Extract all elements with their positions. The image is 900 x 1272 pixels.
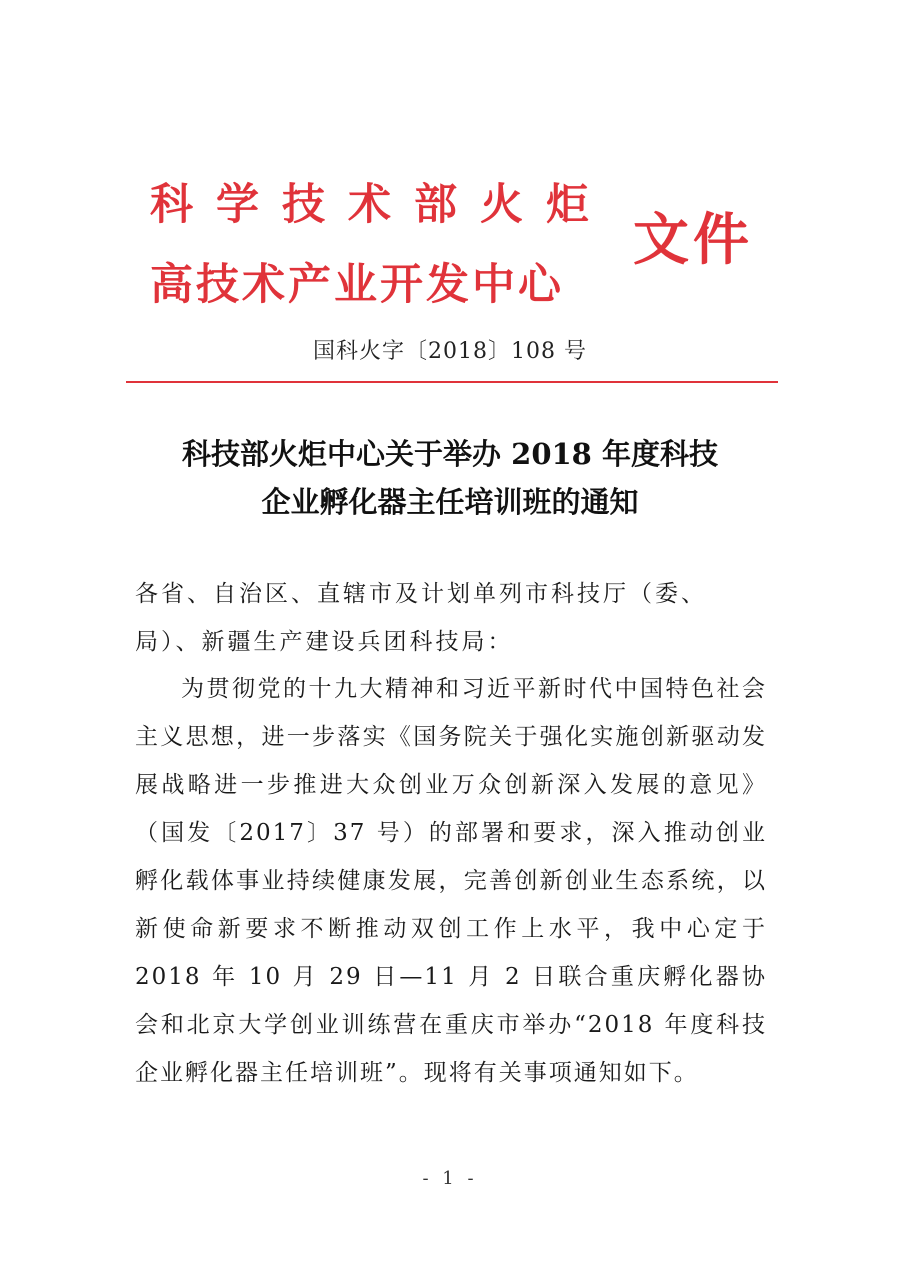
red-divider-line (126, 381, 778, 383)
issuer-name (150, 165, 612, 325)
notice-title (110, 430, 790, 526)
body-paragraph: 为贯彻党的十九大精神和习近平新时代中国特色社会主义思想，进一步落实《国务院关于强化实施创新驱动发展战略进一步推进大众创业万众创新深入发展的意见》（国发〔2017〕37 号）的部署和要求，深入推动创业孵化载体事业持续健康发展，完善创新创业生态系统，以新使命新要求不断推动双创工作上水平，我中心定于 2018 年 10 月 29 日—11 月 2 日联合重庆孵化器协会和北京大学创业训练营在重庆市举办“2018 年度科技企业孵化器主任培训班”。现将有关事项通知如下。 (135, 676, 767, 1086)
issuer-line-2: 高技术产业开发中心 (150, 260, 564, 310)
issuer-line-1: 科学技术部火炬 (150, 180, 612, 230)
document-type-word: 文件 (633, 207, 753, 273)
salutation: 各省、自治区、直辖市及计划单列市科技厅（委、局）、新疆生产建设兵团科技局： (135, 581, 707, 655)
page-number: - 1 - (422, 1168, 478, 1189)
document-number: 国科火字〔2018〕108 号 (313, 339, 587, 364)
title-line-1: 科技部火炬中心关于举办 2018 年度科技 (182, 437, 718, 471)
title-line-2: 企业孵化器主任培训班的通知 (261, 485, 639, 519)
